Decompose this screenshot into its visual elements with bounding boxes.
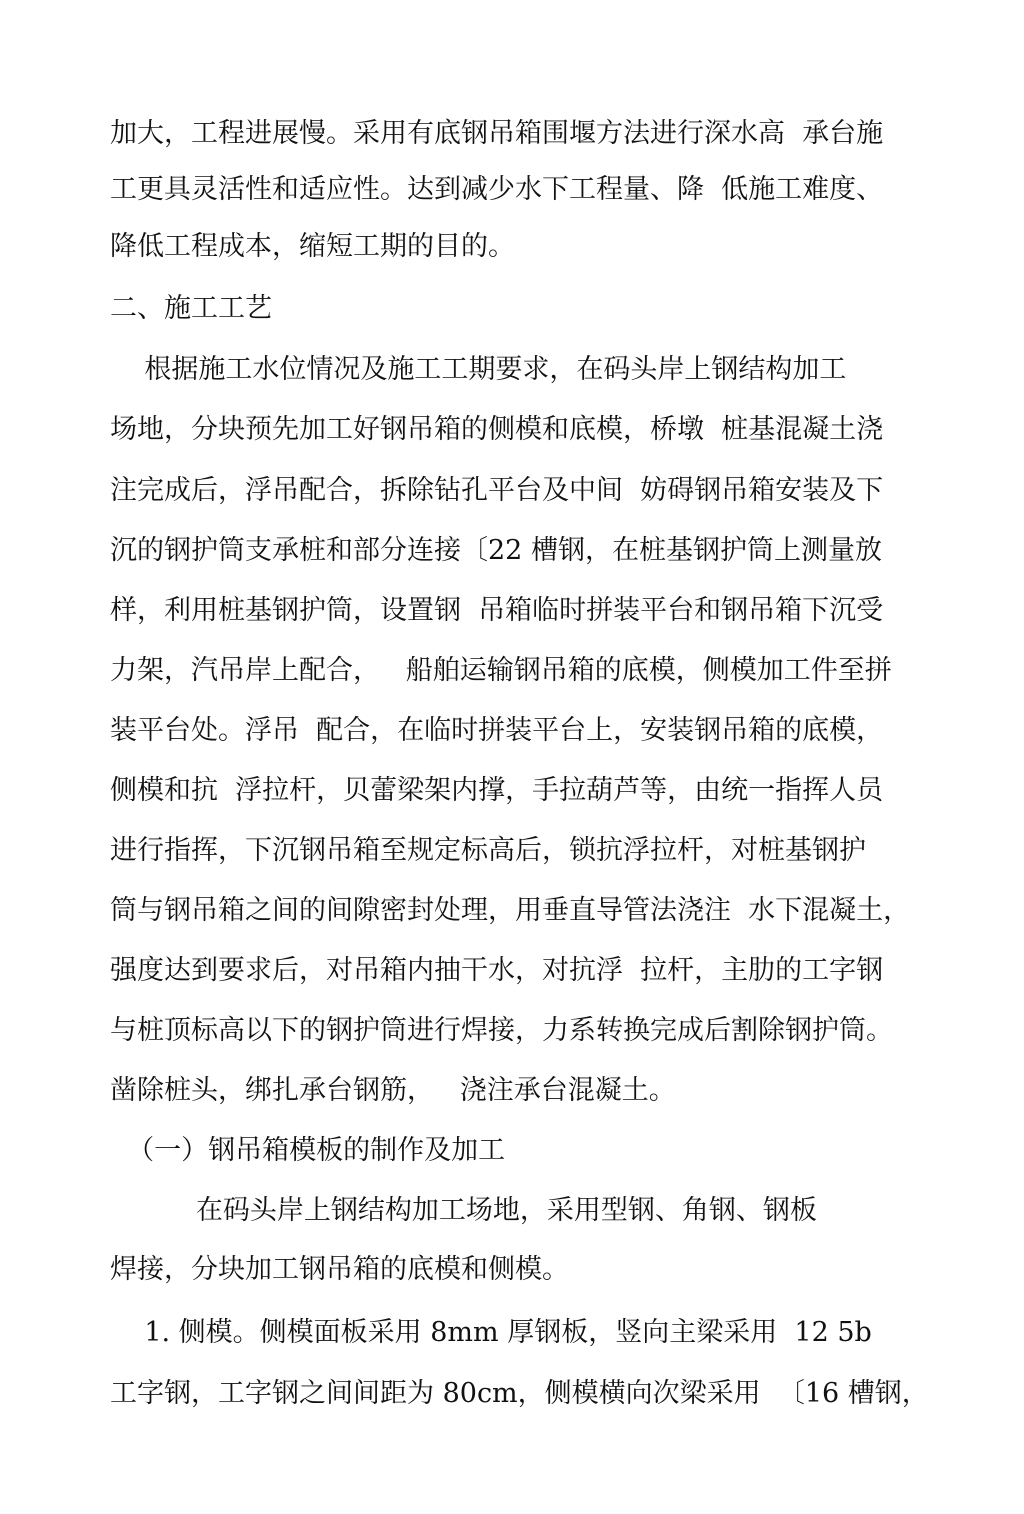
subsection-heading: （一）钢吊箱模板的制作及加工 <box>110 1135 506 1166</box>
text-line: 进行指挥，下沉钢吊箱至规定标高后，锁抗浮拉杆，对桩基钢护 <box>110 835 866 866</box>
text-line: 强度达到要求后，对吊箱内抽干水，对抗浮 拉杆，主肋的工字钢 <box>110 955 884 986</box>
text-line: 焊接，分块加工钢吊箱的底模和侧模。 <box>110 1254 569 1285</box>
text-line: 工字钢，工字钢之间间距为 80cm，侧模横向次梁采用 〔16 槽钢， <box>110 1378 929 1409</box>
text-line: 场地，分块预先加工好钢吊箱的侧模和底模，桥墩 桩基混凝土浇 <box>110 414 884 445</box>
text-line: 注完成后，浮吊配合，拆除钻孔平台及中间 妨碍钢吊箱安装及下 <box>110 475 884 506</box>
text-line: 加大，工程进展慢。采用有底钢吊箱围堰方法进行深水高 承台施 <box>110 118 884 149</box>
text-line: 降低工程成本，缩短工期的目的。 <box>110 231 515 262</box>
text-line: 侧模和抗 浮拉杆，贝蕾梁架内撑，手拉葫芦等，由统一指挥人员 <box>110 775 884 806</box>
text-line: 装平台处。浮吊 配合，在临时拼装平台上，安装钢吊箱的底模， <box>110 715 884 746</box>
text-line: 工更具灵活性和适应性。达到减少水下工程量、降 低施工难度、 <box>110 174 884 205</box>
text-line: 力架，汽吊岸上配合， 船舶运输钢吊箱的底模，侧模加工件至拼 <box>110 655 892 686</box>
text-line: 样，利用桩基钢护筒，设置钢 吊箱临时拼装平台和钢吊箱下沉受 <box>110 595 884 626</box>
text-line: 筒与钢吊箱之间的间隙密封处理，用垂直导管法浇注 水下混凝土， <box>110 895 911 926</box>
text-line: 1. 侧模。侧模面板采用 8mm 厚钢板，竖向主梁采用 12 5b <box>110 1317 872 1348</box>
text-line: 凿除桩头，绑扎承台钢筋， 浇注承台混凝土。 <box>110 1075 676 1106</box>
text-line: 与桩顶标高以下的钢护筒进行焊接，力系转换完成后割除钢护筒。 <box>110 1015 893 1046</box>
text-line: 根据施工水位情况及施工工期要求，在码头岸上钢结构加工 <box>110 354 847 385</box>
section-heading: 二、施工工艺 <box>110 293 272 324</box>
text-line: 在码头岸上钢结构加工场地，采用型钢、角钢、钢板 <box>110 1195 817 1226</box>
text-line: 沉的钢护筒支承桩和部分连接〔22 槽钢，在桩基钢护筒上测量放 <box>110 535 882 566</box>
